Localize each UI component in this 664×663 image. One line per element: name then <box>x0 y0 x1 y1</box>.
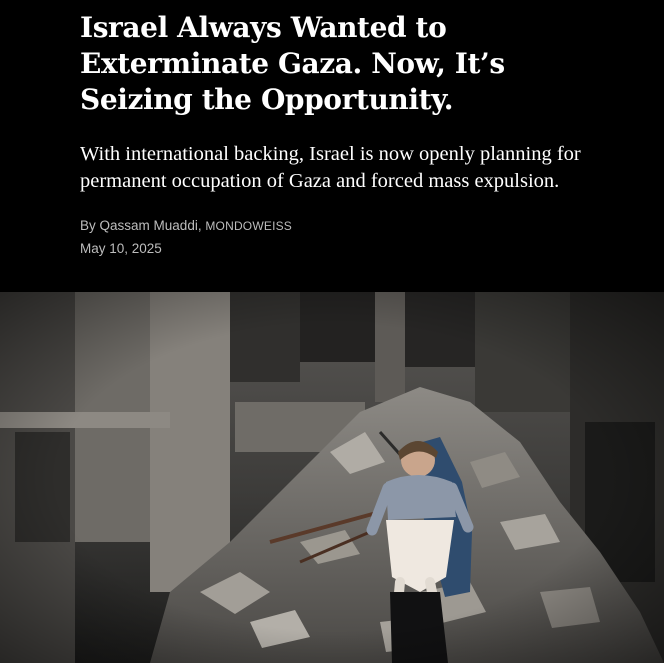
author-name[interactable]: Qassam Muaddi, <box>99 218 202 233</box>
hero-photo <box>0 292 664 663</box>
title-line-3: Seizing the Opportunity. <box>80 83 454 116</box>
article-title <box>80 10 640 118</box>
byline-prefix: By <box>80 218 96 233</box>
subtitle-line-1: With international backing, Israel is now openly planning for <box>80 143 581 165</box>
title-line-1: Israel Always Wanted to <box>80 11 447 44</box>
publication-name[interactable]: MONDOWEISS <box>205 219 293 233</box>
publish-date: May 10, 2025 <box>80 241 162 256</box>
subtitle-line-2: permanent occupation of Gaza and forced mass expulsion. <box>80 170 560 192</box>
article-subtitle <box>80 141 640 195</box>
byline <box>80 217 292 235</box>
title-line-2: Exterminate Gaza. Now, It’s <box>80 47 505 80</box>
article-header <box>0 0 664 292</box>
